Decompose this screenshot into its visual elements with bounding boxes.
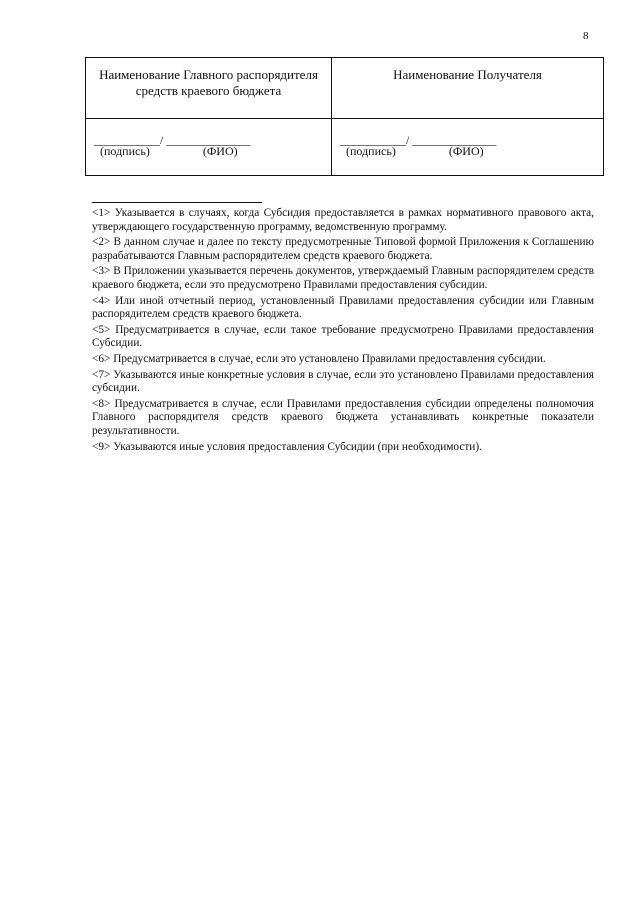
recipient-header: Наименование Получателя xyxy=(393,67,542,82)
grantor-signature-caption xyxy=(100,143,238,159)
grantor-header: Наименование Главного распорядителя средств краевого бюджета xyxy=(99,67,318,98)
recipient-signature-cell xyxy=(332,119,604,176)
recipient-fio-label: (ФИО) xyxy=(448,144,484,158)
recipient-signature-caption xyxy=(346,143,484,159)
grantor-signature-line: ___________/ ______________ xyxy=(94,133,251,147)
grantor-signature-label: (подпись) xyxy=(100,144,150,158)
footnote-4: <4> Или иной отчетный период, установленный Правилами предоставления субсидии или Главным распорядителем средств краевого бюджета. xyxy=(92,294,594,321)
footnote-1: <1> Указывается в случаях, когда Субсидия предоставляется в рамках нормативного правового акта, утверждающего государственную программу, ведомственную программу. xyxy=(92,207,594,233)
grantor-header-cell xyxy=(86,58,332,119)
recipient-signature-line: ___________/ ______________ xyxy=(340,133,497,147)
footnote-7: <7> Указываются иные конкретные условия в случае, если это установлено Правилами предоставления субсидии. xyxy=(92,368,594,395)
footnote-3: <3> В Приложении указывается перечень документов, утверждаемый Главным распорядителем средств краевого бюджета, если это предусмотрено Правилами предоставления субсидии. xyxy=(92,265,594,291)
footnote-separator xyxy=(92,202,262,203)
grantor-fio-label: (ФИО) xyxy=(202,144,238,158)
footnote-6: <6> Предусматривается в случае, если это установлено Правилами предоставления субсидии. xyxy=(92,352,546,365)
footnotes xyxy=(92,207,594,456)
grantor-signature-cell xyxy=(86,119,332,176)
signature-table xyxy=(85,57,604,176)
footnote-9: <9> Указываются иные условия предоставления Субсидии (при необходимости). xyxy=(92,440,482,453)
footnote-8: <8> Предусматривается в случае, если Правилами предоставления субсидии определены полномочия Главного распорядителя средств краевого бюджета устанавливать конкретные показатели результативности. xyxy=(92,397,594,437)
recipient-header-cell xyxy=(332,58,604,119)
recipient-signature-label: (подпись) xyxy=(346,144,396,158)
footnote-2: <2> В данном случае и далее по тексту предусмотренные Типовой формой Приложения к Соглашению разрабатываются Главным распорядителем средств краевого бюджета. xyxy=(92,236,594,262)
footnote-5: <5> Предусматривается в случае, если такое требование предусмотрено Правилами предоставления Субсидии. xyxy=(92,323,594,350)
page-number: 8 xyxy=(583,30,589,42)
